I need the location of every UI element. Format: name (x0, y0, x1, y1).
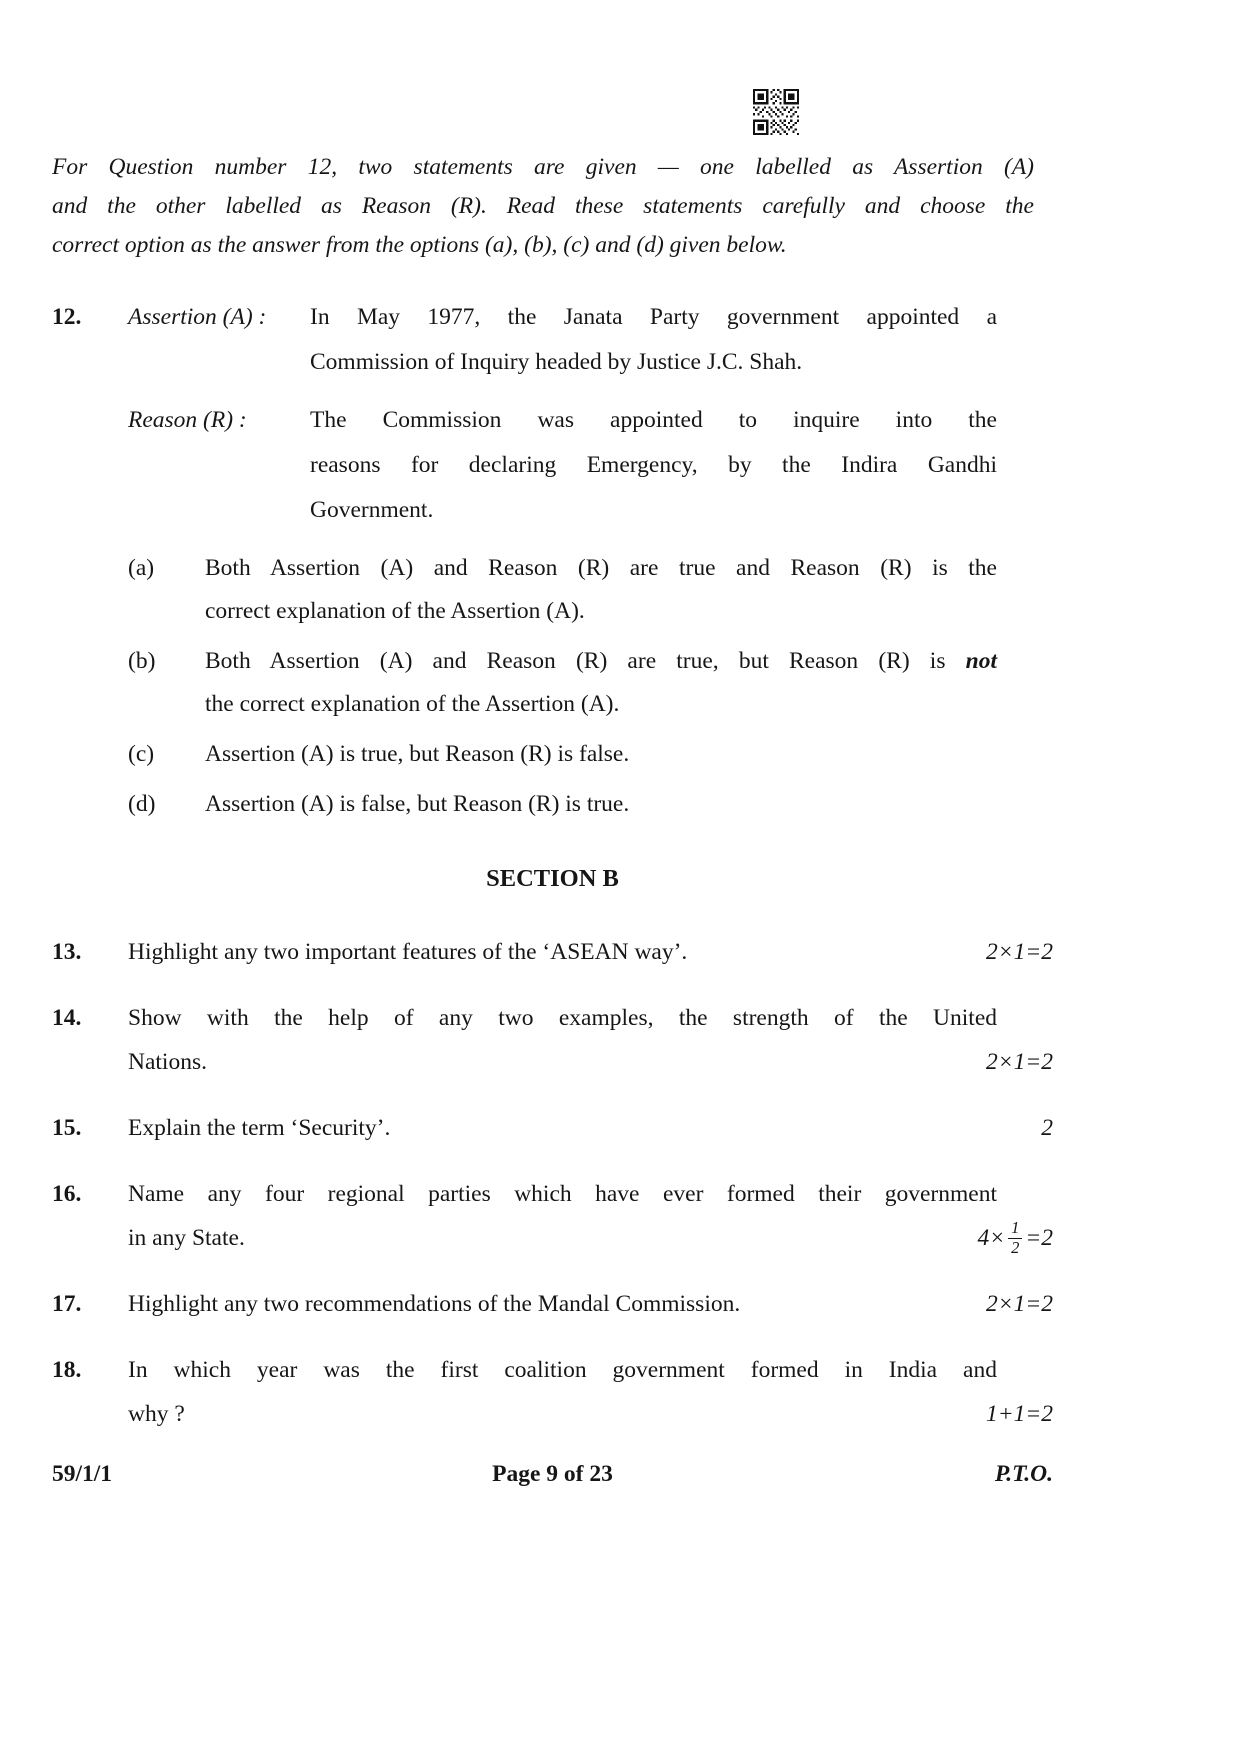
question-14 (52, 996, 1053, 1084)
marks: 1+1=2 (986, 1401, 1053, 1427)
assertion-row (128, 295, 997, 385)
option-text (205, 547, 997, 633)
option-label: (c) (128, 741, 155, 767)
question-15 (52, 1106, 1053, 1150)
option-c (128, 733, 997, 776)
question-number: 12. (52, 304, 82, 330)
fraction-denominator: 2 (1011, 1238, 1020, 1258)
options-list (128, 547, 997, 826)
option-line (205, 640, 997, 683)
question-line: Highlight any two recommendations of the Mandal Commission. (128, 1291, 741, 1317)
question-17 (52, 1282, 1053, 1326)
paper-code: 59/1/1 (52, 1461, 113, 1487)
fraction-numerator: 1 (1008, 1219, 1022, 1239)
question-line: Name any four regional parties which have ever formed their government (128, 1181, 997, 1207)
instruction-paragraph (52, 148, 1034, 265)
option-line: the correct explanation of the Assertion (A). (205, 691, 620, 717)
reason-row (128, 398, 997, 533)
question-13 (52, 930, 1053, 974)
marks: 2×1=2 (986, 1291, 1053, 1317)
question-number: 18. (52, 1357, 82, 1383)
question-line: in any State. (128, 1225, 245, 1251)
marks: 2 (1041, 1115, 1053, 1141)
option-line: correct explanation of the Assertion (A). (205, 598, 585, 624)
pto-label: P.T.O. (994, 1461, 1054, 1487)
section-title: SECTION B (486, 865, 619, 892)
option-label: (d) (128, 791, 156, 817)
question-line: In which year was the first coalition government formed in India and (128, 1357, 997, 1383)
question-number: 13. (52, 939, 82, 965)
option-line: Both Assertion (A) and Reason (R) are true and Reason (R) is the (205, 555, 997, 581)
marks: 2×1=2 (986, 1049, 1053, 1075)
assertion-text (310, 295, 997, 385)
reason-line: The Commission was appointed to inquire into the (310, 407, 997, 433)
option-b-text: Both Assertion (A) and Reason (R) are true, but Reason (R) is (205, 648, 946, 674)
question-text (128, 1282, 997, 1326)
fraction (1008, 1219, 1022, 1258)
qr-code-image (753, 88, 799, 136)
option-label: (b) (128, 648, 156, 674)
option-text (205, 640, 997, 726)
option-text (205, 733, 997, 776)
reason-text (310, 398, 997, 533)
question-text (128, 1172, 997, 1260)
fraction-prefix: 4× (977, 1225, 1006, 1252)
marks-fraction (978, 1219, 1053, 1258)
question-text (128, 1106, 997, 1150)
question-16 (52, 1172, 1053, 1260)
option-label: (a) (128, 555, 155, 581)
question-line: why ? (128, 1401, 185, 1427)
question-number: 17. (52, 1291, 82, 1317)
reason-line: reasons for declaring Emergency, by the Indira Gandhi (310, 452, 997, 478)
option-d (128, 783, 997, 826)
emphasis-not: not (965, 648, 997, 674)
question-line: Nations. (128, 1049, 207, 1075)
option-text (205, 783, 997, 826)
assertion-label: Assertion (A) : (128, 304, 267, 330)
question-line: Explain the term ‘Security’. (128, 1115, 391, 1141)
option-line: Assertion (A) is false, but Reason (R) is true. (205, 791, 630, 817)
question-text (128, 930, 997, 974)
question-number: 14. (52, 1005, 82, 1031)
instruction-line: correct option as the answer from the options (a), (b), (c) and (d) given below. (52, 232, 787, 258)
assertion-line: In May 1977, the Janata Party government appointed a (310, 304, 997, 330)
question-number: 15. (52, 1115, 82, 1141)
page-footer (52, 1460, 1053, 1488)
marks: 2×1=2 (986, 939, 1053, 965)
question-number: 16. (52, 1181, 82, 1207)
question-text (128, 1348, 997, 1436)
fraction-suffix: =2 (1025, 1225, 1053, 1252)
option-a (128, 547, 997, 633)
qr-code (753, 88, 799, 136)
option-b (128, 640, 997, 726)
reason-line: Government. (310, 497, 434, 523)
question-18 (52, 1348, 1053, 1436)
page-indicator: Page 9 of 23 (492, 1461, 613, 1487)
instruction-line: For Question number 12, two statements are given — one labelled as Assertion (A) (52, 154, 1034, 180)
question-line: Highlight any two important features of the ‘ASEAN way’. (128, 939, 688, 965)
reason-label: Reason (R) : (128, 407, 247, 433)
question-line: Show with the help of any two examples, the strength of the United (128, 1005, 997, 1031)
option-line: Assertion (A) is true, but Reason (R) is false. (205, 741, 630, 767)
instruction-line: and the other labelled as Reason (R). Read these statements carefully and choose the (52, 193, 1034, 219)
question-text (128, 996, 997, 1084)
question-12 (52, 295, 1053, 826)
assertion-line: Commission of Inquiry headed by Justice J.C. Shah. (310, 349, 803, 375)
